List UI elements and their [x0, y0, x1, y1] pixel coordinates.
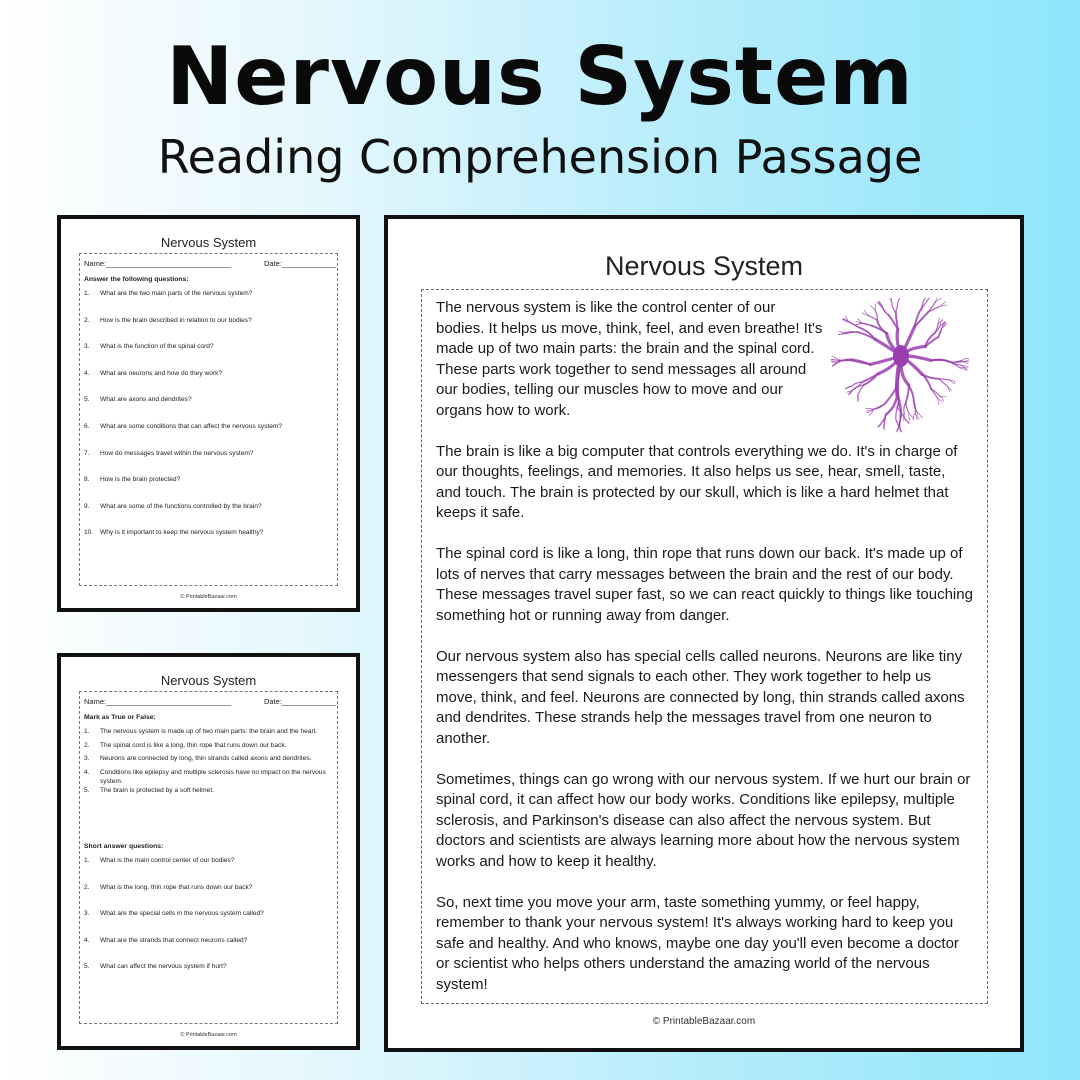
passage-paragraph: Sometimes, things can go wrong with our nervous system. If we hurt our brain or spinal cord, it can affect how our body works. Conditions like epilepsy, multiple sclerosis, and Parkinson's disease can also affect the nervous system. But doctors and scientists are always learning more about how the nervous system works and how to keep it healthy. — [436, 770, 971, 870]
date-label: Date:_____________ — [264, 697, 337, 706]
question-list — [84, 289, 333, 555]
question-item: 4. What are neurons and how do they work? — [84, 369, 223, 377]
tf-item: 2. The spinal cord is like a long, thin rope that runs down our back. — [84, 741, 287, 749]
worksheet-title: Nervous System — [160, 673, 257, 688]
truefalse-worksheet — [57, 653, 360, 1050]
question-item: 7. How do messages travel within the nervous system? — [84, 449, 254, 457]
sa-item: 1. What is the main control center of our bodies? — [84, 857, 235, 864]
question-item: 9. What are some of the functions controlled by the brain? — [84, 502, 262, 510]
passage-page — [384, 215, 1024, 1052]
tf-instructions: Mark as True or False: — [84, 714, 156, 721]
passage-title: Nervous System — [604, 251, 804, 281]
sa-list — [84, 856, 333, 989]
question-item: 3. What is the function of the spinal cord? — [84, 343, 214, 351]
sa-item: 5. What can affect the nervous system if hurt? — [84, 963, 227, 971]
copyright: © PrintableBazaar.com — [652, 1016, 756, 1027]
instructions: Answer the following questions: — [84, 276, 189, 283]
question-item: 1. What are the two main parts of the nervous system? — [84, 290, 253, 297]
sub-title: Reading Comprehension Passage — [157, 130, 923, 184]
copyright: © PrintableBazaar.com — [180, 1032, 237, 1038]
copyright: © PrintableBazaar.com — [180, 594, 237, 600]
worksheet-title: Nervous System — [160, 235, 257, 250]
name-date-line — [84, 697, 337, 709]
passage-paragraph: Our nervous system also has special cells called neurons. Neurons are like tiny messengers that send signals to each other. They work together to help us move, think, and feel. Neurons are connected by long, thin strands called axons and dendrites. These strands help the messages travel from one neuron to another. — [436, 647, 965, 747]
passage-box — [421, 289, 988, 1004]
name-label: Name:______________________________ — [84, 697, 232, 706]
question-item: 5. What are axons and dendrites? — [84, 396, 192, 404]
tf-list — [84, 727, 333, 799]
passage-paragraph: So, next time you move your arm, taste something yummy, or feel happy, remember to thank your nervous system! It's always working hard to keep you safe and healthy. And who knows, maybe one day you'll even become a doctor or scientist who helps others understand the amazing world of the nervous system! — [436, 893, 959, 993]
sa-item: 2. What is the long, thin rope that runs down our back? — [84, 883, 253, 891]
question-item: 6. What are some conditions that can affect the nervous system? — [84, 422, 283, 430]
tf-item: 4. Conditions like epilepsy and multiple sclerosis have no impact on the nervous system. — [84, 768, 326, 785]
tf-item: 1. The nervous system is made up of two main parts: the brain and the heart. — [84, 728, 318, 735]
passage-paragraph: The brain is like a big computer that controls everything we do. It's in charge of our thoughts, feelings, and memories. It also helps us see, hear, smell, taste, and touch. The brain is protected by our skull, which is like a hard helmet that keeps it safe. — [436, 442, 958, 521]
worksheet-content — [79, 253, 338, 586]
tf-item: 5. The brain is protected by a soft helmet. — [84, 786, 214, 794]
date-label: Date:_____________ — [264, 259, 337, 268]
name-label: Name:______________________________ — [84, 259, 232, 268]
sa-instructions: Short answer questions: — [84, 843, 164, 850]
questions-worksheet — [57, 215, 360, 612]
passage-paragraph: The spinal cord is like a long, thin rope that runs down our back. It's made up of lots of nerves that carry messages between the brain and the rest of our body. These messages travel super fast, so we can react quickly to things like touching something hot or running away from danger. — [436, 545, 973, 624]
name-date-line — [84, 259, 337, 271]
question-item: 10. Why is it important to keep the nervous system healthy? — [84, 529, 264, 537]
main-title: Nervous System — [166, 30, 914, 123]
tf-item: 3. Neurons are connected by long, thin strands called axons and dendrites. — [84, 755, 312, 762]
passage-paragraph: The nervous system is like the control center of our bodies. It helps us move, think, feel, and even breathe! It's made up of two main parts: the brain and the spinal cord. These parts work together to send messages all around our bodies, telling our muscles how to move and our organs how to work. — [436, 299, 823, 419]
question-item: 2. How is the brain described in relation to our bodies? — [84, 316, 252, 324]
worksheet-content — [79, 691, 338, 1024]
neuron-illustration — [829, 298, 979, 443]
sa-item: 3. What are the special cells in the nervous system called? — [84, 910, 264, 918]
question-item: 8. How is the brain protected? — [84, 476, 181, 484]
sa-item: 4. What are the strands that connect neurons called? — [84, 936, 248, 944]
